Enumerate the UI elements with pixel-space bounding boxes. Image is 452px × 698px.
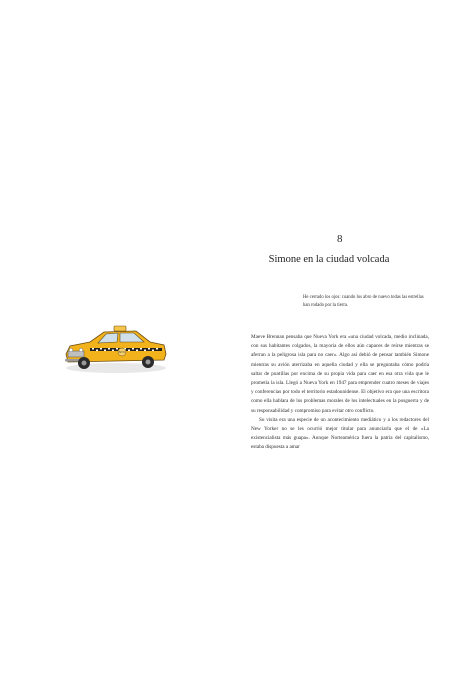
paragraph: Su visita era una especie de un acontecimiento mediático y a los redactores del New Yorker no se les ocurrió mejor titular para anunciarla que el de «La existencialista más guapa». Aunque Norteamérica fuera la patria del capitalismo, estaba dispuesta a amar <box>251 416 429 451</box>
paragraph: Maeve Brennan pensaba que Nueva York era «una ciudad volcada, medio inclinada, con sus habitantes colgados, la mayoría de ellos aún capaces de reírse mientras se aferran a la peligrosa isla para no caer». Algo así debió de pensar también Simone mientras su avión aterrizaba en aquella ciudad y ella se preguntaba cómo podría saltar de puntillas por encima de su propia vida para caer en esa otra vida que le prometía la isla. Llegó a Nueva York en 1947 para emprender cuatro meses de viajes y conferencias por todo el territorio estadounidense. El objetivo era que una escritora como ella hablara de los problemas morales de los intelectuales en la posguerra y de su responsabilidad y compromiso para evitar otro conflicto. <box>251 334 429 414</box>
chapter-number: 8 <box>337 233 343 245</box>
taxi-headlight-right <box>79 348 83 352</box>
chapter-title: Simone en la ciudad volcada <box>268 254 390 265</box>
taxi-headlight-left <box>69 348 73 352</box>
body-text <box>251 333 429 453</box>
checker-stripe <box>90 348 162 351</box>
epigraph: He cerrado los ojos: cuando los abro de nuevo todas las estrellas han rodado por la tierra. <box>303 295 424 308</box>
taxi-door-text: NYC <box>118 350 126 355</box>
taxi-illustration <box>60 318 172 376</box>
taxi-roof-sign <box>114 326 126 331</box>
